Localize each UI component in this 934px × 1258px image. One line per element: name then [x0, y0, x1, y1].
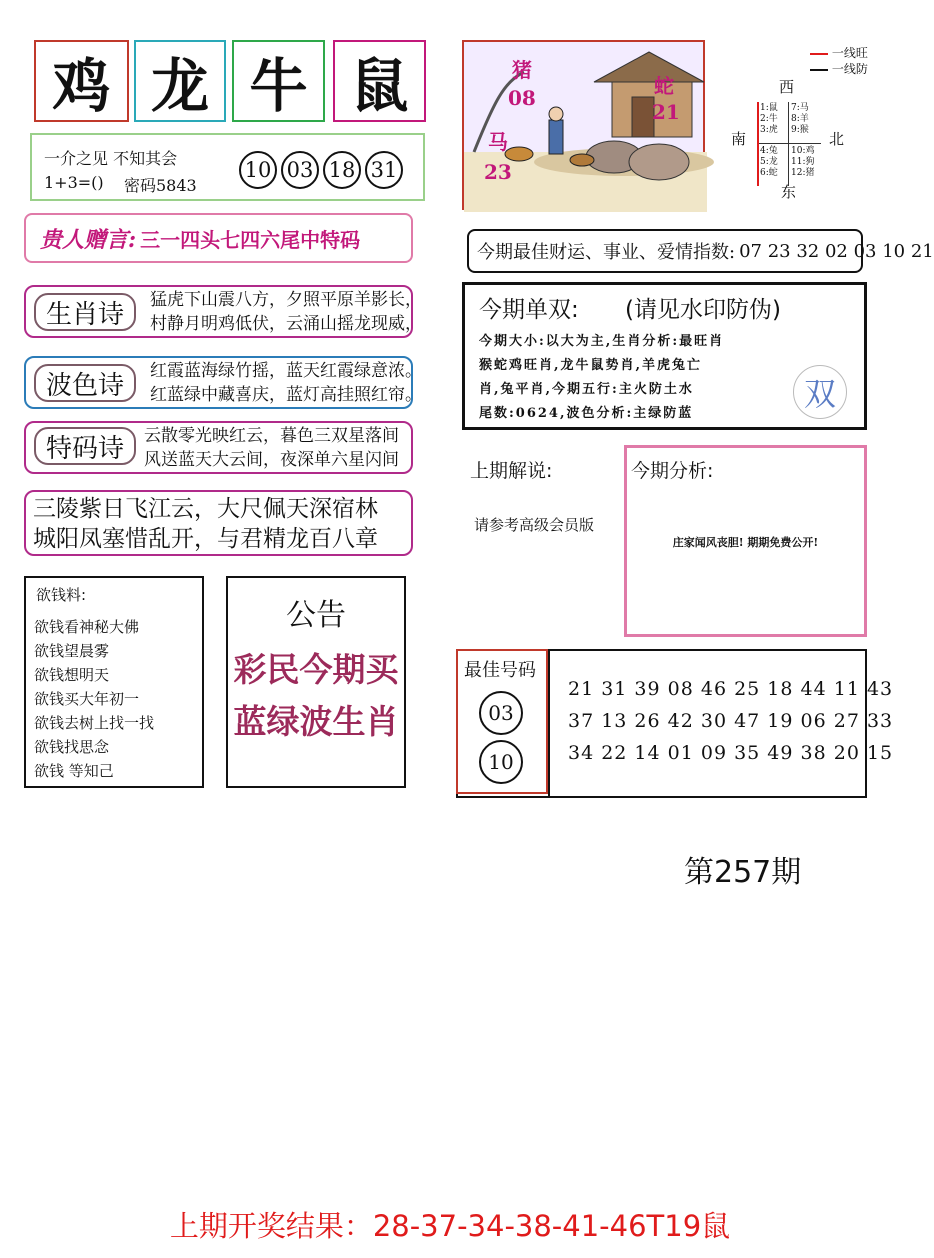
single-double-box: [462, 282, 867, 430]
compass-west: 西: [779, 78, 795, 96]
list-item: 欲钱 等知己: [34, 762, 114, 780]
color-poem-line: 红霞蓝海绿竹摇，蓝天红霞绿意浓。: [150, 361, 422, 381]
illustration: [462, 40, 705, 210]
single-double-body: 今期大小:以大为主,生肖分析:最旺肖 猴蛇鸡旺肖,龙牛鼠势肖,羊虎兔亡 肖,兔平肖,今期五行:主火防土水 尾数:0624,波色分析:主绿防蓝: [479, 334, 725, 421]
best-pick: 10: [479, 740, 523, 784]
color-poem-box: [24, 356, 422, 409]
zodiac-poem-box: [24, 285, 422, 338]
big-poem-line: 三陵紫日飞江云，大尺佩天深宿林: [33, 496, 378, 522]
horse-label: 马: [488, 130, 508, 154]
list-item: 欲钱望晨雾: [34, 642, 110, 660]
fortune-label: 今期最佳财运、事业、爱情指数:: [477, 242, 736, 263]
grid-top-right: 7:马 8:羊 9:猴: [791, 103, 809, 135]
grid-bottom-right: 10:鸡 11:狗 12:猪: [791, 146, 815, 178]
gift-box: [24, 213, 413, 263]
pig-label: 猪: [512, 58, 532, 82]
best-numbers-title: 最佳号码: [464, 660, 536, 681]
special-poem-tag: 特码诗: [34, 427, 136, 465]
list-item: 欲钱买大年初一: [34, 690, 140, 708]
double-watermark: 双: [793, 365, 847, 419]
best-numbers-box: [456, 649, 894, 798]
riddle-number: 31: [365, 151, 403, 189]
special-poem-box: [24, 421, 413, 474]
compass: [725, 42, 895, 212]
snake-number: 21: [652, 100, 680, 124]
riddle-line-2a: 1+3=(): [44, 173, 104, 192]
special-poem-line: 云散零光映红云，暮色三双星落间: [144, 426, 399, 446]
grid-bottom-left: 4:兔 5:龙 6:蛇: [760, 146, 778, 178]
single-double-note: (请见水印防伪): [625, 297, 781, 323]
table-row: 37 13 26 42 30 47 19 06 27 33: [568, 710, 894, 732]
analysis-title: 今期分析:: [631, 460, 714, 482]
issue-number: 第257期: [684, 855, 802, 890]
money-box: [24, 576, 204, 788]
riddle-numbers: [239, 151, 407, 189]
title-char-2: 龙: [134, 40, 226, 122]
gift-label: 贵人赠言:: [40, 226, 137, 253]
snake-label: 蛇: [654, 74, 674, 98]
analysis-text: 庄家闻风丧胆! 期期免费公开!: [672, 536, 819, 549]
big-poem-line: 城阳凤塞惜乱开，与君精龙百八章: [33, 526, 378, 552]
table-row: 21 31 39 08 46 25 18 44 11 43: [568, 678, 894, 700]
money-list: [34, 615, 154, 783]
notice-title: 公告: [286, 598, 346, 633]
title-char-1: 鸡: [34, 40, 129, 122]
riddle-number: 10: [239, 151, 277, 189]
last-result: 上期开奖结果：28-37-34-38-41-46T19鼠: [169, 1209, 731, 1243]
list-item: 欲钱看神秘大佛: [34, 618, 140, 636]
zodiac-poem-tag: 生肖诗: [34, 293, 136, 331]
best-pick: 03: [479, 691, 523, 735]
list-item: 欲钱想明天: [34, 666, 110, 684]
color-poem-line: 红蓝绿中藏喜庆，蓝灯高挂照红帘。: [150, 385, 422, 405]
gift-text: 三一四头七四六尾中特码: [140, 227, 361, 252]
pig-number: 08: [508, 86, 536, 110]
grid-top-left: 1:鼠 2:牛 3:虎: [760, 103, 778, 135]
notice-box: [226, 576, 406, 788]
riddle-number: 03: [281, 151, 319, 189]
big-poem-box: [24, 490, 413, 556]
list-item: 欲钱找思念: [34, 738, 110, 756]
money-title: 欲钱料:: [36, 586, 87, 604]
compass-south: 南: [731, 130, 747, 148]
riddle-number: 18: [323, 151, 361, 189]
single-double-title: 今期单双:: [479, 297, 579, 323]
notice-line-2: 蓝绿波生肖: [233, 702, 399, 741]
legend-guard: 一线防: [810, 64, 868, 75]
legend-prosper: 一线旺: [810, 48, 868, 59]
notice-line-1: 彩民今期买: [233, 650, 399, 689]
special-poem-line: 风送蓝天大云间，夜深单六星闪间: [144, 450, 399, 470]
riddle-box: [30, 133, 425, 201]
table-row: 34 22 14 01 09 35 49 38 20 15: [568, 742, 894, 764]
zodiac-poem-line: 猛虎下山震八方，夕照平原羊影长，: [150, 290, 422, 310]
title-char-4: 鼠: [333, 40, 426, 122]
compass-north: 北: [829, 130, 845, 148]
fortune-box: [467, 229, 934, 273]
riddle-line-1: 一介之见 不知其会: [44, 149, 178, 168]
fortune-numbers: 07 23 32 02 03 10 21: [739, 240, 934, 262]
horse-number: 23: [484, 160, 512, 184]
color-poem-tag: 波色诗: [34, 364, 136, 402]
list-item: 欲钱去树上找一找: [34, 714, 155, 732]
analysis-box: [624, 445, 867, 637]
compass-east: 东: [781, 183, 797, 201]
title-char-3: 牛: [232, 40, 325, 122]
zodiac-poem-line: 村静月明鸡低伏，云涌山摇龙现威，: [150, 314, 422, 334]
last-period-text: 请参考高级会员版: [474, 516, 595, 534]
best-numbers-grid: [568, 673, 893, 769]
last-period-label: 上期解说:: [470, 460, 553, 482]
riddle-line-2b: 密码5843: [124, 176, 197, 195]
